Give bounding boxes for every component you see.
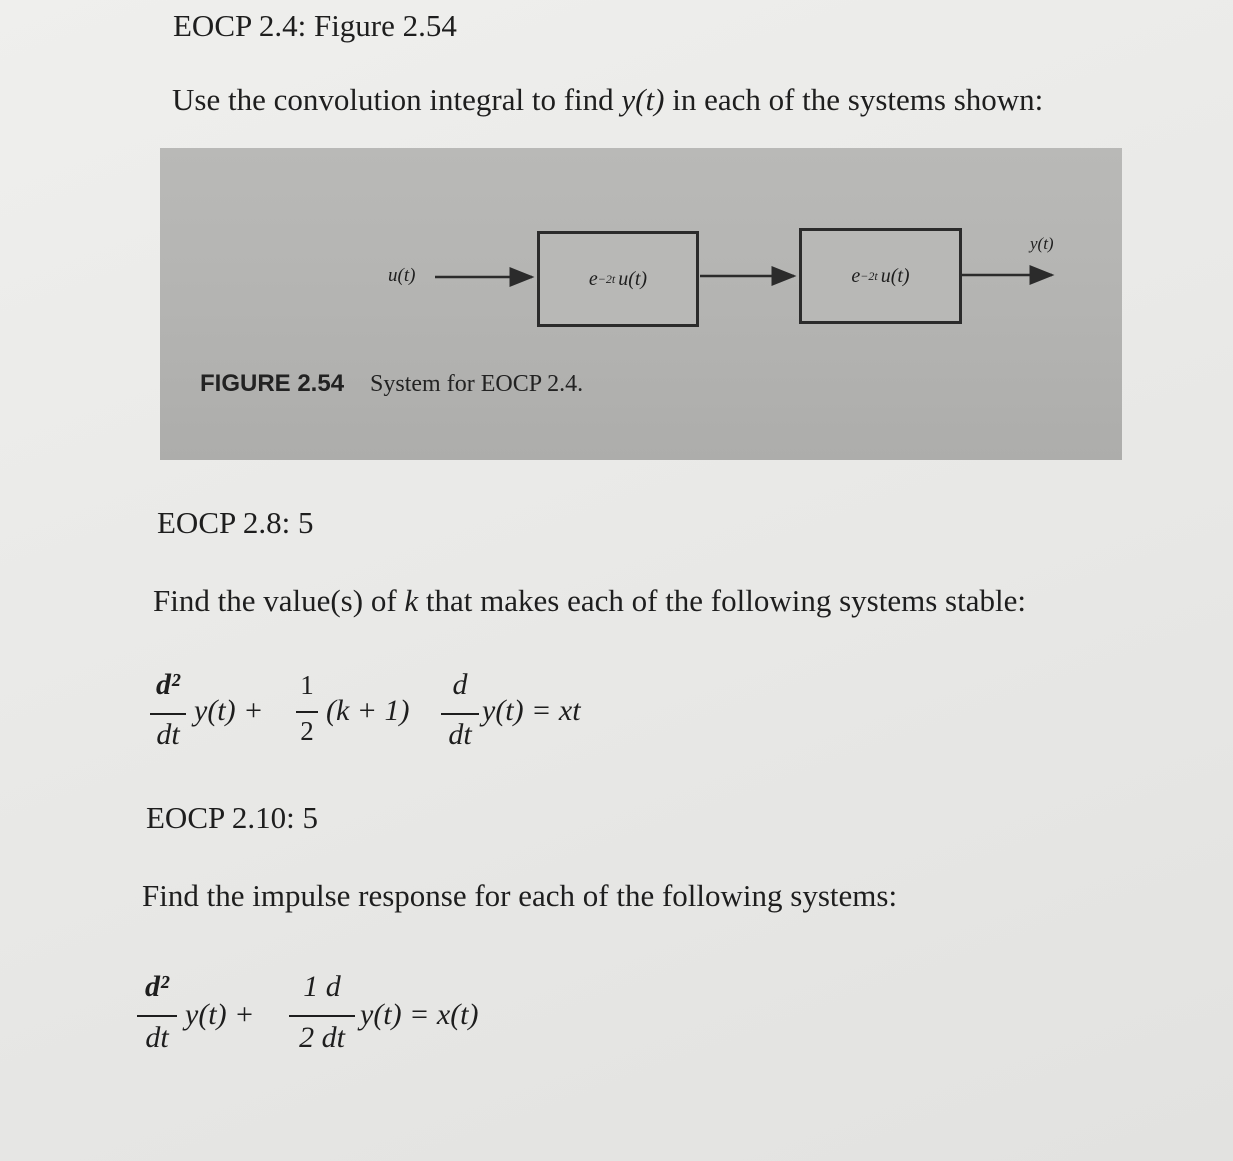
caption-number: FIGURE 2.54 bbox=[200, 370, 345, 397]
eq1-rhs: y(t) = xt bbox=[482, 694, 581, 727]
problem-2-4-prompt bbox=[172, 82, 1043, 118]
problem-2-8-heading: EOCP 2.8: 5 bbox=[157, 505, 314, 540]
output-label: y(t) bbox=[1030, 234, 1054, 253]
problem-2-8-prompt: Find the value(s) of k that makes each of the following systems stable: bbox=[153, 583, 1026, 618]
prompt-variable: y(t) bbox=[621, 82, 665, 117]
eq1-d2-dt: d² dt bbox=[150, 668, 186, 758]
prompt-prefix: Use the convolution integral to find bbox=[172, 82, 614, 117]
prompt-suffix: in each of the systems shown: bbox=[672, 82, 1044, 117]
input-label: u(t) bbox=[388, 265, 416, 286]
eq2-rhs: y(t) = x(t) bbox=[360, 998, 479, 1031]
eq1-k-term: (k + 1) bbox=[326, 694, 410, 727]
problem-2-10-heading: EOCP 2.10: 5 bbox=[146, 800, 318, 835]
eq2-y-term: y(t) + bbox=[185, 998, 255, 1031]
eq1-half: 1 2 bbox=[296, 670, 318, 760]
page-title: EOCP 2.4: Figure 2.54 bbox=[173, 8, 457, 43]
problem-2-10-prompt: Find the impulse response for each of the following systems: bbox=[142, 878, 898, 913]
block-2: e −2t u(t) bbox=[799, 228, 962, 324]
eq1-y-term: y(t) + bbox=[194, 694, 264, 727]
block-1: e −2t u(t) bbox=[537, 231, 699, 327]
figure-2-54 bbox=[160, 148, 1122, 460]
figure-caption bbox=[200, 370, 583, 398]
caption-text: System for EOCP 2.4. bbox=[370, 371, 584, 397]
eq2-half-d-dt: 1 d 2 dt bbox=[289, 970, 355, 1062]
prompt-variable-k: k bbox=[404, 583, 419, 618]
eq2-d2-dt: d² dt bbox=[137, 970, 177, 1062]
eq1-d-dt: d dt bbox=[441, 668, 479, 758]
